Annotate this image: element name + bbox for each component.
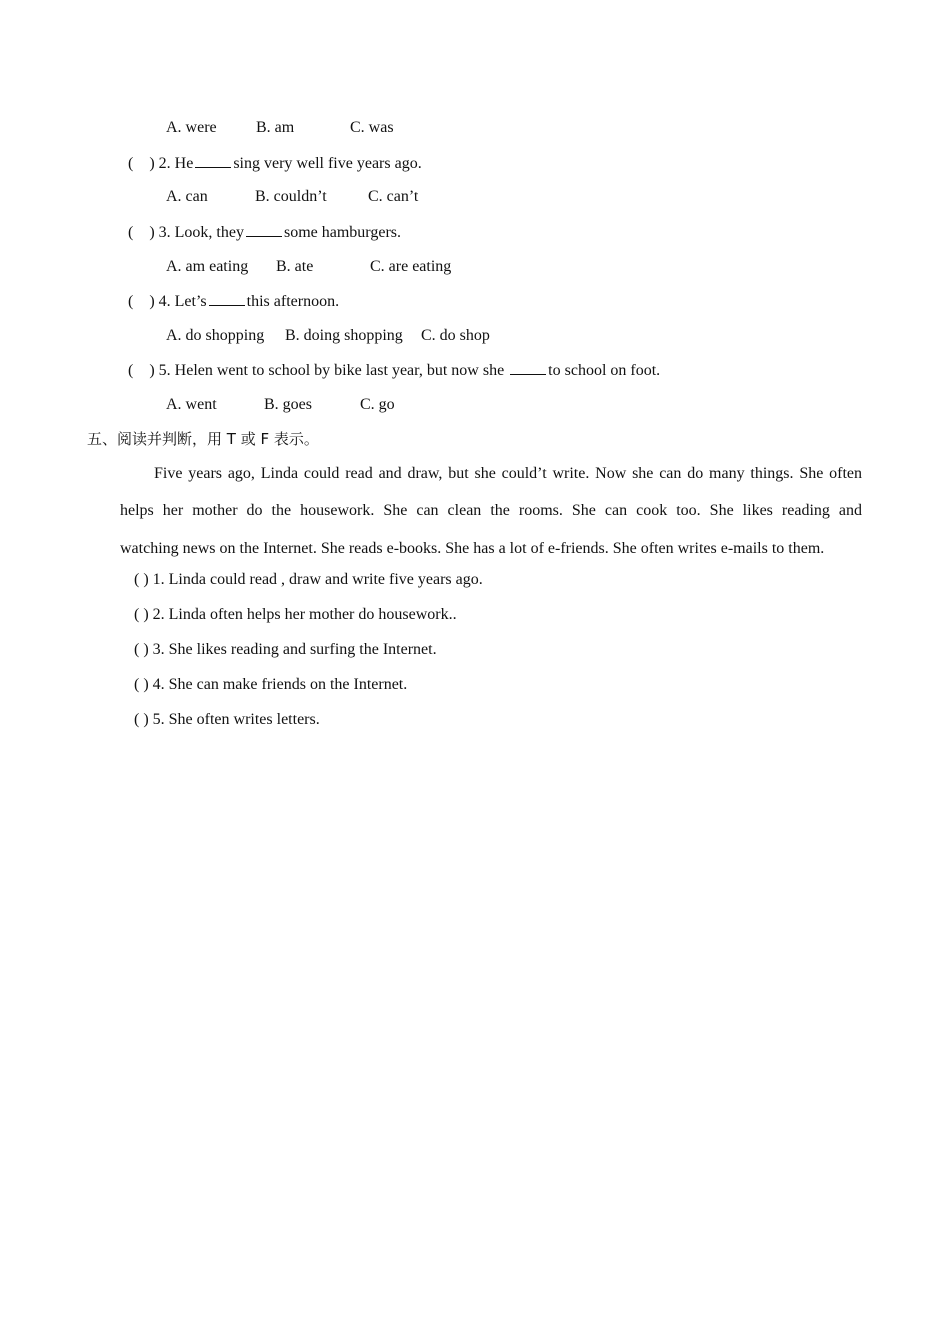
answer-blank — [510, 360, 546, 375]
q1-option-c: C. was — [350, 119, 394, 136]
statement-1 — [134, 570, 483, 590]
question-text-before: Let’s — [174, 293, 207, 310]
answer-paren: ( ) — [134, 606, 149, 623]
statement-2 — [134, 605, 457, 625]
question-number: 5. — [158, 362, 171, 379]
statement-3 — [134, 640, 437, 660]
answer-paren-close: ) — [149, 362, 155, 379]
answer-paren-open: ( — [128, 362, 134, 379]
question-text-after: this afternoon. — [246, 293, 340, 310]
answer-paren: ( ) — [134, 711, 149, 728]
statement-text: 5. She often writes letters. — [152, 711, 320, 728]
q5-option-b: B. goes — [264, 396, 312, 413]
q3-option-a: A. am eating — [166, 258, 249, 275]
passage-line-2: helps her mother do the housework. She can clean the rooms. She can cook too. She likes reading and — [120, 502, 862, 519]
question-text-before: Helen went to school by bike last year, but now she — [174, 362, 505, 379]
statement-4 — [134, 675, 407, 695]
statement-text: 1. Linda could read , draw and write five years ago. — [152, 571, 483, 588]
question-4 — [128, 291, 339, 312]
question-number: 4. — [158, 293, 171, 310]
q5-option-a: A. went — [166, 396, 217, 413]
answer-blank — [209, 291, 245, 306]
q2-option-a: A. can — [166, 188, 208, 205]
answer-paren: ( ) — [134, 641, 149, 658]
section-5-heading: 五、阅读并判断，用 T 或 F 表示。 — [87, 430, 319, 448]
statement-5 — [134, 710, 320, 730]
question-number: 3. — [158, 224, 171, 241]
passage-line-3: watching news on the Internet. She reads e-books. She has a lot of e-friends. She often writes e-mails to them. — [120, 540, 825, 557]
q5-option-c: C. go — [360, 396, 395, 413]
question-2 — [128, 153, 422, 174]
answer-paren-open: ( — [128, 155, 134, 172]
answer-paren: ( ) — [134, 571, 149, 588]
question-text-after: to school on foot. — [548, 362, 661, 379]
question-text-before: He — [174, 155, 194, 172]
answer-paren-open: ( — [128, 293, 134, 310]
statement-text: 2. Linda often helps her mother do housework.. — [152, 606, 457, 623]
question-5 — [128, 360, 660, 381]
statement-text: 3. She likes reading and surfing the Internet. — [152, 641, 437, 658]
answer-paren-close: ) — [149, 224, 155, 241]
q2-option-b: B. couldn’t — [255, 188, 327, 205]
q4-option-c: C. do shop — [421, 327, 490, 344]
question-text-after: sing very well five years ago. — [233, 155, 422, 172]
answer-paren-open: ( — [128, 224, 134, 241]
q4-option-a: A. do shopping — [166, 327, 265, 344]
answer-blank — [246, 222, 282, 237]
q3-option-b: B. ate — [276, 258, 314, 275]
statement-text: 4. She can make friends on the Internet. — [152, 676, 408, 693]
question-3 — [128, 222, 401, 243]
q3-option-c: C. are eating — [370, 258, 452, 275]
q4-option-b: B. doing shopping — [285, 327, 403, 344]
question-number: 2. — [158, 155, 171, 172]
question-text-before: Look, they — [174, 224, 244, 241]
q2-option-c: C. can’t — [368, 188, 419, 205]
answer-paren-close: ) — [149, 293, 155, 310]
q1-option-a: A. were — [166, 119, 217, 136]
answer-blank — [195, 153, 231, 168]
passage-line-1: Five years ago, Linda could read and draw, but she could’t write. Now she can do many things. She often — [154, 465, 862, 482]
question-text-after: some hamburgers. — [283, 224, 401, 241]
answer-paren: ( ) — [134, 676, 149, 693]
q1-option-b: B. am — [256, 119, 295, 136]
answer-paren-close: ) — [149, 155, 155, 172]
